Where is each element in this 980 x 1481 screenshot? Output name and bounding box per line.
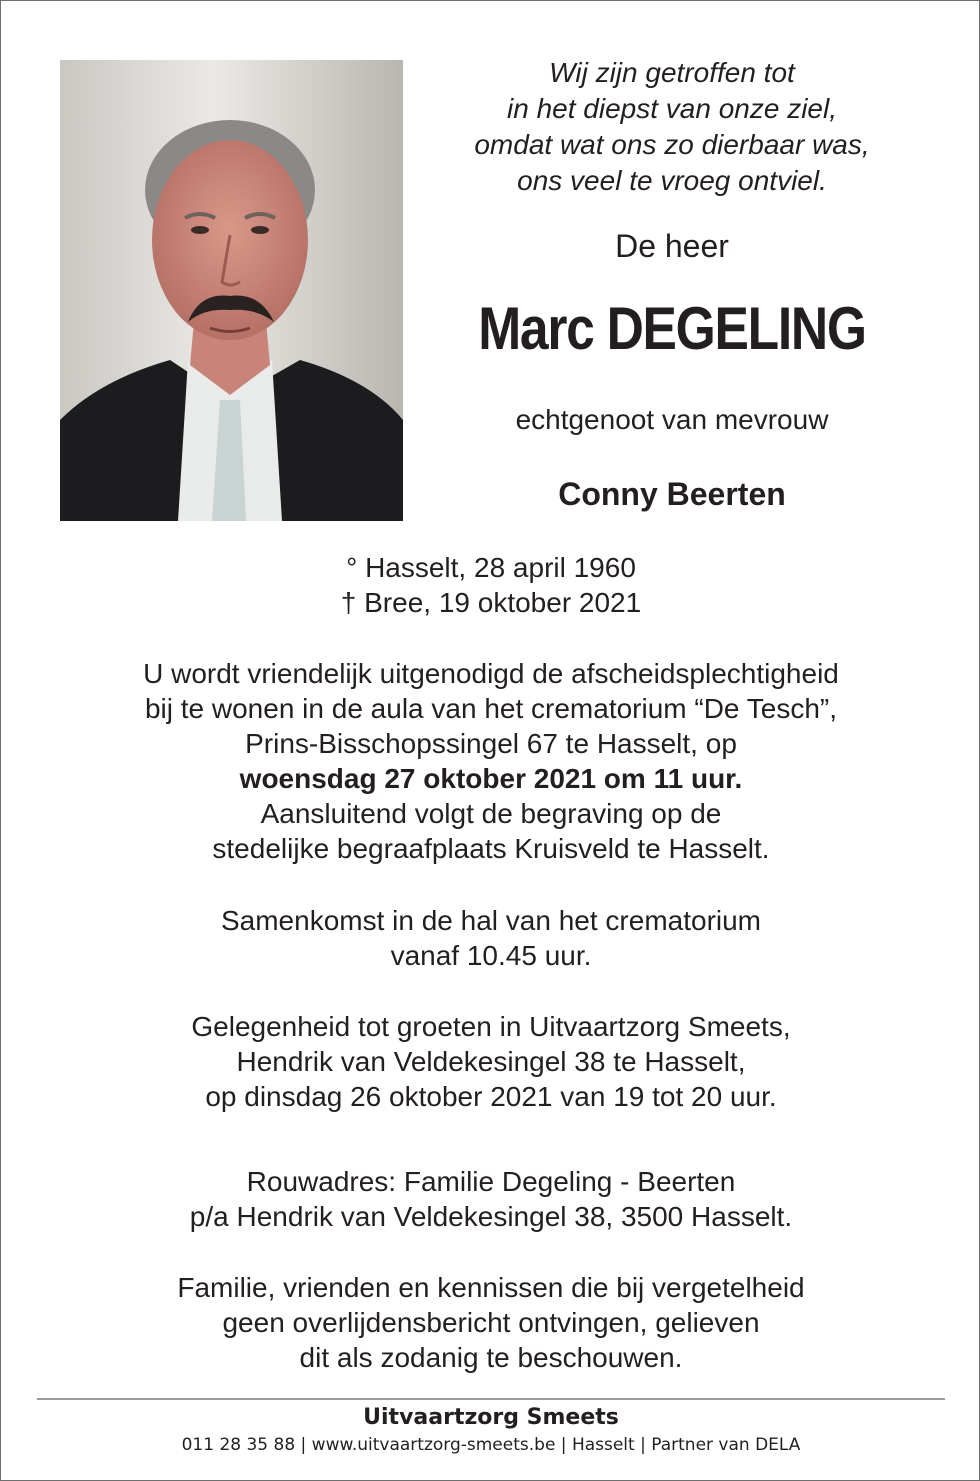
notice-line: geen overlijdensbericht ontvingen, gelieven: [222, 1307, 760, 1338]
funeral-home-contact: 011 28 35 88 | www.uitvaartzorg-smeets.be | Hasselt | Partner van DELA: [181, 1435, 801, 1455]
poem-line: Wij zijn getroffen tot: [549, 57, 795, 88]
notice-text: [41, 1270, 941, 1375]
address-line: p/a Hendrik van Veldekesingel 38, 3500 Hasselt.: [189, 1201, 793, 1232]
visitation-line: Gelegenheid tot groeten in Uitvaartzorg Smeets,: [191, 1011, 791, 1042]
portrait-photo: [60, 60, 403, 521]
poem-line: omdat wat ons zo dierbaar was,: [474, 129, 870, 160]
visitation-line: Hendrik van Veldekesingel 38 te Hasselt,: [236, 1046, 746, 1077]
ceremony-datetime: woensdag 27 oktober 2021 om 11 uur.: [239, 763, 743, 794]
notice-line: Familie, vrienden en kennissen die bij vergetelheid: [177, 1272, 805, 1303]
ceremony-details: [41, 656, 941, 866]
death-date: † Bree, 19 oktober 2021: [340, 587, 642, 618]
burial-line: Aansluitend volgt de begraving op de: [260, 798, 722, 829]
life-dates: [41, 550, 941, 620]
mourning-address: [41, 1164, 941, 1234]
visitation-line: op dinsdag 26 oktober 2021 van 19 tot 20 uur.: [205, 1081, 777, 1112]
birth-date: ° Hasselt, 28 april 1960: [346, 552, 636, 583]
ceremony-line: bij te wonen in de aula van het crematorium “De Tesch”,: [144, 693, 838, 724]
deceased-name: Marc DEGELING: [478, 295, 866, 362]
poem-line: ons veel te vroeg ontviel.: [517, 165, 827, 196]
footer-divider: [37, 1398, 945, 1400]
memorial-poem: [431, 55, 913, 199]
visitation-details: [41, 1009, 941, 1114]
address-line: Rouwadres: Familie Degeling - Beerten: [246, 1166, 736, 1197]
gathering-line: vanaf 10.45 uur.: [390, 940, 592, 971]
gathering-details: [41, 903, 941, 973]
burial-line: stedelijke begraafplaats Kruisveld te Hasselt.: [212, 833, 770, 864]
funeral-home-name: Uitvaartzorg Smeets: [363, 1405, 619, 1430]
ceremony-line: Prins-Bisschopssingel 67 te Hasselt, op: [245, 728, 737, 759]
notice-line: dit als zodanig te beschouwen.: [299, 1342, 683, 1373]
spouse-label: echtgenoot van mevrouw: [515, 404, 829, 435]
spouse-name: Conny Beerten: [558, 476, 786, 512]
portrait-illustration: [60, 60, 403, 521]
poem-line: in het diepst van onze ziel,: [507, 93, 837, 124]
ceremony-line: U wordt vriendelijk uitgenodigd de afscheidsplechtigheid: [143, 658, 839, 689]
honorific: De heer: [615, 228, 729, 264]
gathering-line: Samenkomst in de hal van het crematorium: [220, 905, 762, 936]
